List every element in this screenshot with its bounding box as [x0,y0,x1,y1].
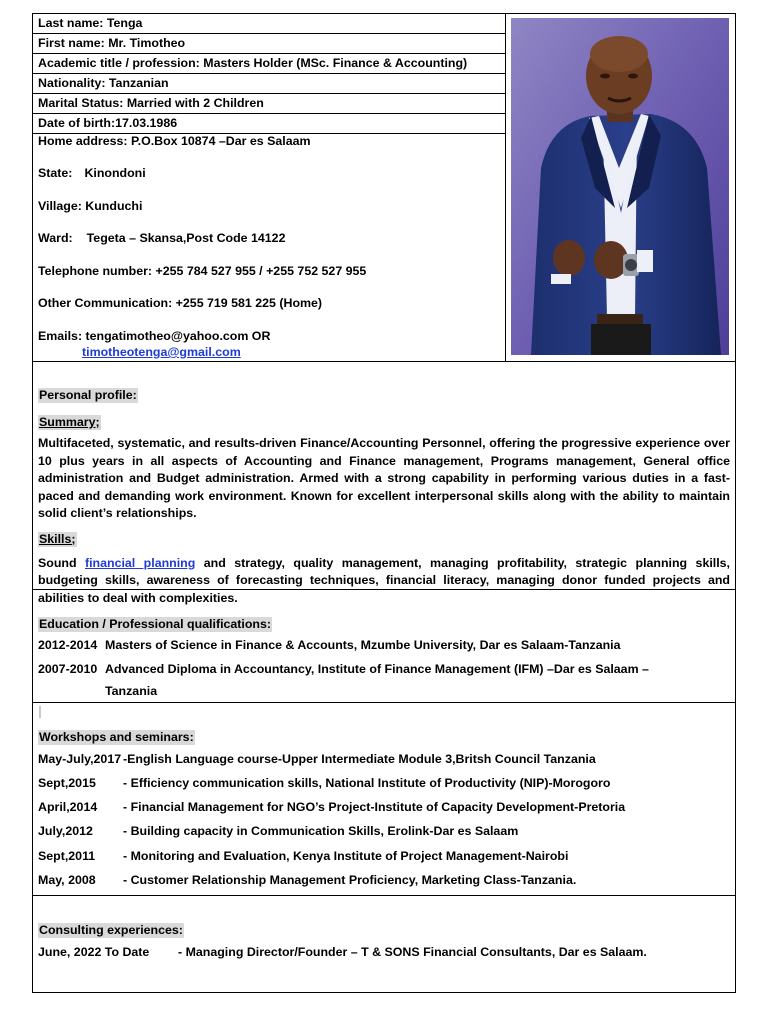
workshop-date: April,2014 [38,800,98,814]
workshop-date: July,2012 [38,824,93,838]
state-label: State: [38,166,73,180]
education-years: 2007-2010 [38,662,98,676]
workshops-heading: Workshops and seminars: [39,730,194,744]
workshop-text: - Customer Relationship Management Proficiency, Marketing Class-Tanzania. [123,873,577,887]
summary-paragraph: Multifaceted, systematic, and results-driven Finance/Accounting Personnel, offering the progressive experience over 10 plus years in all aspects of Accounting and Finance management, Programs management, General office administration and Budget administration. Armed with a strong capability in performing various duties in a fast-paced and demanding work environment. Known for excellent interpersonal skills along with the ability to maintain solid client’s relationships. [38,436,730,520]
emails-line: Emails: tengatimotheo@yahoo.com OR [38,329,271,343]
village-line: Village: Kunduchi [38,199,143,213]
portrait-image [511,18,729,355]
education-text: Masters of Science in Finance & Accounts, Mzumbe University, Dar es Salaam-Tanzania [105,638,621,652]
nationality-row: Nationality: Tanzanian [33,74,505,94]
summary-heading: Summary; [39,415,100,429]
workshops-section [33,728,735,746]
personal-details-table [33,14,735,362]
workshop-text: - Efficiency communication skills, National Institute of Productivity (NIP)-Morogoro [123,776,611,790]
skills-paragraph [38,555,730,608]
education-text-continued: Tanzania [105,684,158,698]
consulting-date: June, 2022 To Date [38,945,150,959]
divider [33,702,735,703]
education-section [33,615,735,633]
personal-profile-heading: Personal profile: [39,388,137,402]
telephone-line: Telephone number: +255 784 527 955 / +255 752 527 955 [38,264,367,278]
skills-rest: and strategy, quality management, managing profitability, strategic planning skills, budgeting skills, awareness of forecasting techniques, financial literacy, managing donor funded projects and abilities to deal with complexities. [38,555,731,605]
text-cursor-mark [39,706,41,718]
workshop-text: - Financial Management for NGO’s Project-Institute of Capacity Development-Pretoria [123,800,626,814]
workshop-date: Sept,2015 [38,776,96,790]
workshop-text: -English Language course-Upper Intermediate Module 3,Britsh Council Tanzania [123,752,596,766]
personal-profile-section [33,386,735,607]
workshop-date: May-July,2017 [38,752,122,766]
workshop-text: - Building capacity in Communication Skills, Erolink-Dar es Salaam [123,824,519,838]
financial-planning-link[interactable]: financial planning [84,555,196,570]
other-communication-line: Other Communication: +255 719 581 225 (Home) [38,296,323,310]
marital-status-row: Marital Status: Married with 2 Children [33,94,505,114]
ward-label: Ward: [38,231,73,245]
workshop-text: - Monitoring and Evaluation, Kenya Institute of Project Management-Nairobi [123,849,569,863]
divider [33,895,735,896]
divider [33,589,735,590]
ward-line [38,231,285,245]
education-years: 2012-2014 [38,638,98,652]
ward-value: Tegeta – Skansa,Post Code 14122 [86,231,286,245]
education-heading: Education / Professional qualifications: [39,617,272,631]
consulting-text: - Managing Director/Founder – T & SONS Financial Consultants, Dar es Salaam. [178,945,647,959]
workshop-date: May, 2008 [38,873,96,887]
last-name-row: Last name: Tenga [33,14,505,34]
date-of-birth-row: Date of birth:17.03.1986 [33,114,505,134]
skills-prefix: Sound [38,555,85,570]
skills-heading: Skills; [39,531,76,546]
cv-document [32,13,736,993]
consulting-heading: Consulting experiences: [39,923,183,937]
first-name-row: First name: Mr. Timotheo [33,34,505,54]
state-line [38,166,146,180]
consulting-section [33,921,735,939]
state-value: Kinondoni [84,166,146,180]
workshop-date: Sept,2011 [38,849,96,863]
personal-details-column [33,14,506,361]
education-text: Advanced Diploma in Accountancy, Institute of Finance Management (IFM) –Dar es Salaam – [105,662,649,676]
gmail-link[interactable]: timotheotenga@gmail.com [82,345,241,359]
academic-title-row: Academic title / profession: Masters Holder (MSc. Finance & Accounting) [33,54,505,74]
home-address: Home address: P.O.Box 10874 –Dar es Salaam [38,134,311,148]
profile-photo [511,18,729,355]
